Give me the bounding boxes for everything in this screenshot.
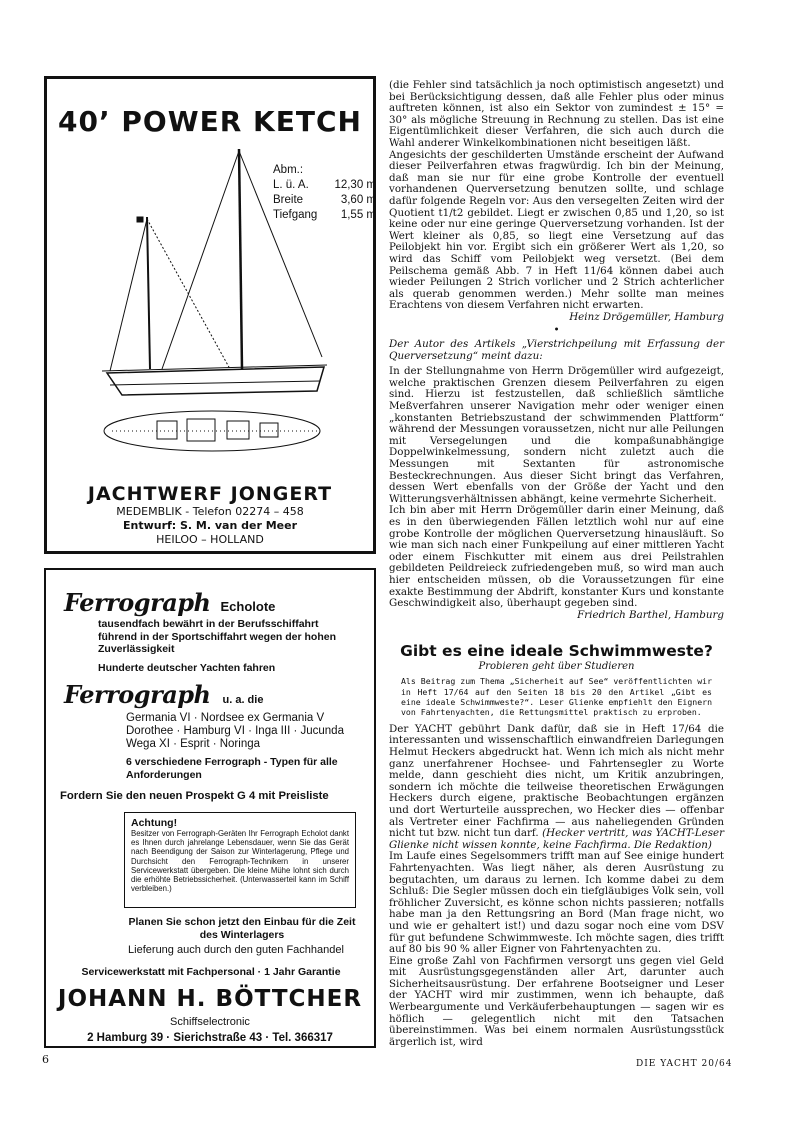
- designer: Entwurf: S. M. van der Meer: [122, 519, 298, 532]
- page-footer: DIE YACHT 20/64: [636, 1059, 733, 1069]
- spec-row: [273, 178, 376, 193]
- paragraph: In der Stellungnahme von Herrn Drögemüller wird aufgezeigt, welche praktischen Grenzen diesem Peilverfahren zu eigen sind. Hierzu ist festzustellen, daß schließlich sämtliche Meßverfahren unserer Navigation mehr oder weniger einen „konstanten Betriebszustand der schwimmenden Plattform“ während der Messungen voraussetzen, nicht nur alle Peilungen mit Versegelungen und die kompaßunabhängige Doppelwinkelmessung, sondern nicht zuletzt auch die Messungen mit Sextanten für astronomische Besteckrechnungen. Aus dieser Sicht bringt das Verfahren, dessen Wert ebenfalls von der Größe der Yacht und den Witterungsverhältnissen abhängt, keine vermehrte Sicherheit.: [389, 365, 724, 505]
- ferrograph-header-2: [64, 680, 263, 709]
- spec-value: 1,55 m: [340, 209, 376, 221]
- types-line: 6 verschiedene Ferrograph - Typen für alle Anforderungen: [126, 756, 338, 781]
- paragraph: Angesichts der geschilderten Umstände erscheint der Aufwand dieser Peilverfahren etwas fragwürdig. Ich bin der Meinung, daß man sie nur für eine grobe Kontrolle der eventuell vorhandenen Querversetzung benutzen sollte, und schlage dafür folgende Regeln vor: Aus den versegelten Zeiten wird der Quotient t1/t2 gebildet. Liegt er zwischen 0,85 und 1,20, so ist keine oder nur eine geringe Querversetzung vorhanden. Ist der Wert kleiner als 0,85, so liegt eine Versetzung auf das Peilobjekt hin vor. Ergibt sich ein größerer Wert als 1,20, so wird das Schiff vom Peilobjekt weg versetzt. (Bei dem Peilschema gemäß Abb. 7 in Heft 11/64 können dabei auch wieder Peilungen 2 Strich vorlicher und 2 Strich achterlicher als querab genommen werden.) Mehr sollte man meines Erachtens von diesem Verfahren nicht erwarten.: [389, 148, 724, 312]
- paragraph: [389, 724, 724, 852]
- ferrograph-header: [64, 588, 275, 617]
- article-schwimmweste: [389, 642, 725, 1048]
- article-peilung: [389, 80, 724, 621]
- spec-value: 3,60 m: [340, 194, 376, 206]
- spec-row: [273, 193, 376, 208]
- spec-row: [273, 208, 376, 223]
- notice-text: Besitzer von Ferrograph-Geräten Ihr Ferrograph Echolot dankt es Ihnen durch jahrelange Lebensdauer, wenn Sie das Gerät nach Beendigung der Saison zur Winterlagerung, Pflege und Durchsicht den Ferrograph-Technikern in unserer Servicewerkstatt übergeben. Die kleine Mühe lohnt sich durch die erhöhte Betriebssicherheit. (Unterwasserteil kann im Schiff verbleiben.): [131, 829, 349, 894]
- signature: Friedrich Barthel, Hamburg: [577, 608, 724, 621]
- page-number: 6: [42, 1053, 49, 1066]
- company-address: 2 Hamburg 39 · Sierichstraße 43 · Tel. 366317: [87, 1032, 333, 1044]
- spec-label: L. ü. A.: [273, 179, 309, 191]
- article-subtitle: Probieren geht über Studieren: [478, 660, 635, 672]
- paragraph: Ich bin aber mit Herrn Drögemüller darin einer Meinung, daß es in den überwiegenden Fällen letztlich wohl nur auf eine grobe Kontrolle der möglichen Querversetzung hinausläuft. So wie man sich nach einer Funkpeilung auf einer mittleren Yacht oder einem Fischkutter mit einem aus drei Peilstrahlen gebildeten Peildreieck zufriedengeben muß, so wird man auch hier entscheiden müssen, ob die Voraussetzungen für eine exakte Bestimmung der Abdrift, konstanter Kurs und konstante Geschwindigkeit also, überhaupt gegeben sind.: [389, 504, 724, 610]
- company-name: JOHANN H. BÖTTCHER: [57, 986, 363, 1012]
- article-intro: Als Beitrag zum Thema „Sicherheit auf See“ veröffentlichten wir in Heft 17/64 auf den Seiten 18 bis 20 den Artikel „Gibt es eine ideale Schwimmweste?“. Leser Glienke empfiehlt den Eignern von Fahrtenyachten, die Rettungsmittel praktisch zu erproben.: [401, 676, 712, 718]
- yachts-list: Germania VI · Nordsee ex Germania V Dorothee · Hamburg VI · Inga III · Jucunda Wega XI · Esprit · Noringa: [126, 712, 344, 750]
- claim-text: tausendfach bewährt in der Berufsschiffahrt führend in der Sportschiffahrt wegen der hohen Zuverlässigkeit: [98, 618, 337, 655]
- ferrograph-logo: Ferrograph: [64, 680, 211, 709]
- notice-box: [124, 812, 356, 908]
- service-line: Servicewerkstatt mit Fachpersonal · 1 Jahr Garantie: [81, 966, 341, 978]
- signature: Heinz Drögemüller, Hamburg: [569, 310, 724, 323]
- shipyard-block: [47, 483, 373, 547]
- boat-specs: [273, 163, 376, 223]
- jongert-advertisement: [44, 76, 376, 554]
- logo-suffix: u. a. die: [222, 694, 264, 706]
- spec-label: Breite: [273, 194, 304, 206]
- article-title: Gibt es eine ideale Schwimmweste?: [400, 642, 713, 660]
- company-sub: Schiffselectronic: [170, 1016, 250, 1028]
- reply-intro: Der Autor des Artikels „Vierstrichpeilung mit Erfassung der Querversetzung“ meint dazu:: [389, 338, 724, 362]
- prospekt-line: Fordern Sie den neuen Prospekt G 4 mit Preisliste: [60, 790, 329, 802]
- spec-label: Tiefgang: [273, 209, 318, 221]
- ferrograph-logo: Ferrograph: [64, 588, 211, 617]
- paragraph: (die Fehler sind tatsächlich ja noch optimistisch angesetzt) und bei Berücksichtigung dessen, daß alle Fehler plus oder minus auftreten können, ist also ein Sektor von zumindest ± 15° = 30° als mögliche Streuung in Rechnung zu stellen. Das ist eine Eigentümlichkeit dieser Verfahren, die sich auch durch die Wahl anderer Winkelkombinationen nicht beseitigen läßt.: [389, 79, 724, 149]
- designer-place: HEILOO – HOLLAND: [156, 533, 264, 546]
- product-name: Echolote: [220, 599, 276, 614]
- delivery-line: Lieferung auch durch den guten Fachhandel: [128, 944, 344, 956]
- spec-value: 12,30 m: [334, 179, 376, 191]
- ferrograph-advertisement: [44, 568, 376, 1048]
- paragraph-text: Der YACHT gebührt Dank dafür, daß sie in Heft 17/64 die interessanten und wissenschaftlich einwandfreien Darlegungen Helmut Heckers abgedruckt hat. Wenn ich mich als nicht mehr ganz unerfahrener Hochsee- und Fahrtensegler zu Worte melde, dann geschieht dies nicht, um Kritik anzubringen, sondern ich möchte die teilweise theoretischen Erwägungen Heckers durch eigene, praktische Beobachtungen ergänzen und dort Werturteile aussprechen, wo Hecker dies — offenbar als Vertreter einer Fachfirma — aus naheliegenden Gründen nicht tut bzw. nicht tun darf.: [389, 722, 724, 840]
- editor-note: (Hecker vertritt, was YACHT-Leser Glienke nicht wissen konnte, keine Fachfirma. Die Redaktion): [389, 827, 724, 851]
- shipyard-address: MEDEMBLIK - Telefon 02274 – 458: [116, 505, 304, 518]
- specs-heading: Abm.:: [273, 164, 304, 176]
- notice-title: Achtung!: [131, 817, 178, 829]
- divider: •: [553, 324, 560, 337]
- paragraph: Eine große Zahl von Fachfirmen versorgt uns gegen viel Geld mit Ausrüstungsgegenständen aller Art, darunter auch Sicherheitsausrüstung. Der erfahrene Bootseigner und Leser der YACHT wird mir zustimmen, wenn ich behaupte, daß Werbeargumente und Verkäuferbehauptungen — sagen wir es höflich — gelegentlich nicht mit den Tatsachen übereinstimmen. Was bei einem normalen Ausrüstungsstück ärgerlich ist, wird: [389, 954, 724, 1048]
- yachts-line: Hunderte deutscher Yachten fahren: [98, 662, 276, 674]
- paragraph: Im Laufe eines Segelsommers trifft man auf See einige hundert Fahrtenyachten. Was liegt näher, als deren Ausrüstung zu begutachten, um daraus zu lernen. Ich komme dabei zu dem Schluß: Die Segler müssen doch ein tiefgläubiges Volk sein, voll fröhlicher Zuversicht, es könne schon nichts passieren; notfalls habe man ja den Rettungsring an Bord (Man frage nicht, wo und wie er gehaltert ist!) und dazu sogar noch eine vom DSV für gut befundene Schwimmweste. Ich möchte sagen, dies trifft auf 80 bis 90 % aller Eigner von Fahrtenyachten zu.: [389, 850, 725, 956]
- plan-line: Planen Sie schon jetzt den Einbau für die Zeit des Winterlagers: [128, 916, 356, 941]
- ad-title: 40’ POWER KETCH: [58, 105, 362, 138]
- shipyard-name: JACHTWERF JONGERT: [87, 483, 333, 505]
